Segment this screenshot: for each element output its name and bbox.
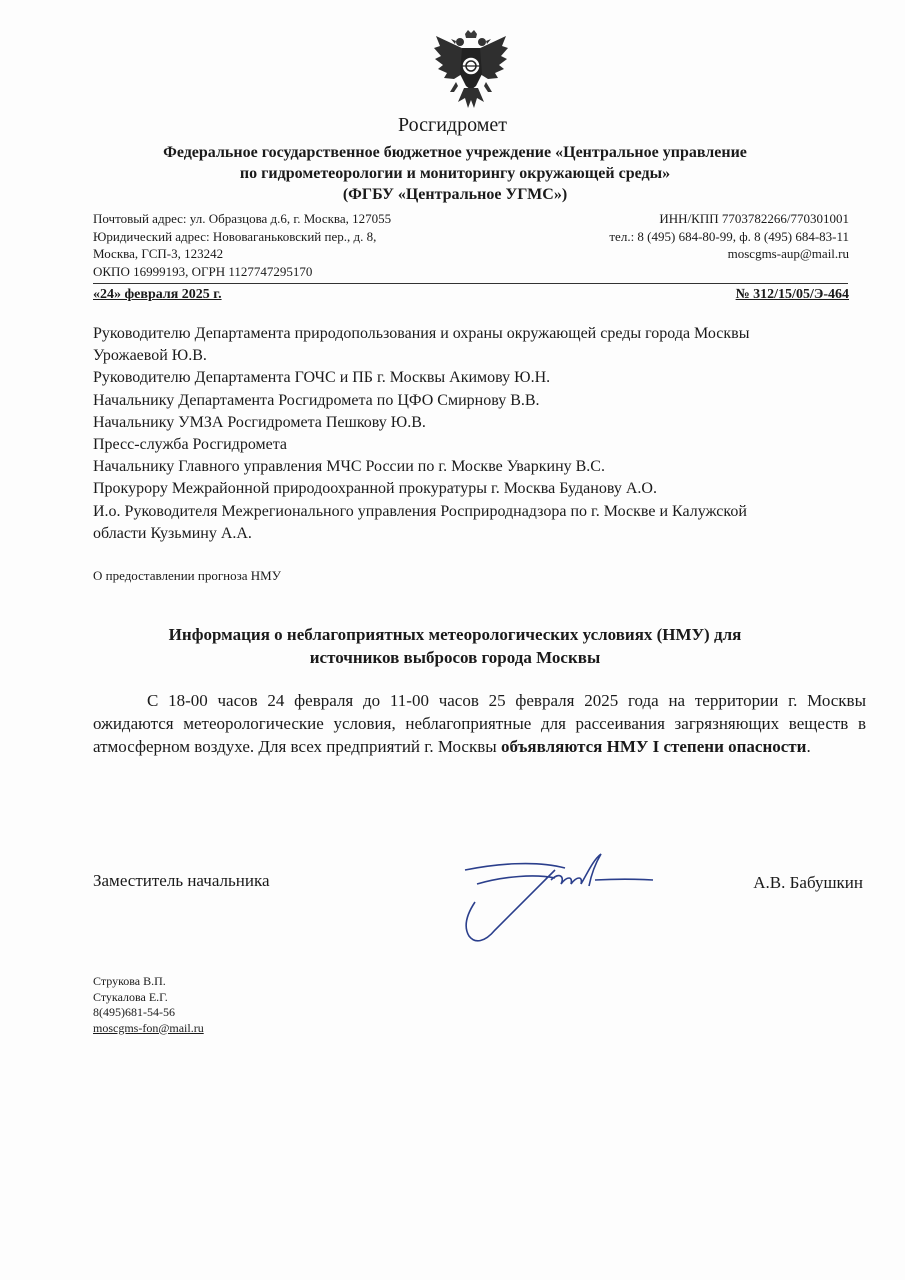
title-line-1: Информация о неблагоприятных метеорологических условиях (НМУ) для <box>168 625 742 644</box>
executors-block <box>93 974 204 1036</box>
recipient-line: Пресс-служба Росгидромета <box>93 436 288 454</box>
recipient-line: Урожаевой Ю.В. <box>93 347 207 365</box>
recipient-line: Начальнику Главного управления МЧС России по г. Москве Уваркину В.С. <box>93 458 605 476</box>
header-divider <box>93 283 848 284</box>
handwritten-signature <box>455 850 660 950</box>
executor-email[interactable]: moscgms-fon@mail.ru <box>93 1020 204 1035</box>
recipient-line: Руководителю Департамента ГОЧС и ПБ г. Москвы Акимову Ю.Н. <box>93 369 551 387</box>
inn-kpp: ИНН/КПП 7703782266/770301001 <box>659 211 849 226</box>
org-email: moscgms-aup@mail.ru <box>727 246 849 261</box>
legal-address-1: Юридический адрес: Нововаганьковский пер., д. 8, <box>93 228 377 244</box>
registry-codes: ОКПО 16999193, ОГРН 1127747295170 <box>93 263 313 279</box>
org-line-3: (ФГБУ «Центральное УГМС») <box>342 186 568 203</box>
agency-name: Росгидромет <box>398 114 507 136</box>
double-headed-eagle-icon <box>432 30 510 114</box>
legal-address-2: Москва, ГСП-3, 123242 <box>93 246 224 261</box>
body-emphasis: объявляются НМУ I степени опасности <box>500 737 807 756</box>
phone-fax: тел.: 8 (495) 684-80-99, ф. 8 (495) 684-83-11 <box>609 228 849 244</box>
executor-name: Струкова В.П. <box>93 974 166 988</box>
address-block <box>93 210 391 280</box>
body-end: . <box>806 737 811 756</box>
title-line-2: источников выбросов города Москвы <box>309 648 601 667</box>
recipient-line: Начальнику Департамента Росгидромета по ЦФО Смирнову В.В. <box>93 391 540 409</box>
recipient-line: области Кузьмину А.А. <box>93 524 252 542</box>
document-date: «24» февраля 2025 г. <box>93 287 222 302</box>
body-paragraph <box>93 689 866 758</box>
executor-name: Стукалова Е.Г. <box>93 989 168 1004</box>
document-number: № 312/15/05/Э-464 <box>735 287 849 302</box>
recipient-line: Прокурору Межрайонной природоохранной прокуратуры г. Москва Буданову А.О. <box>93 480 657 498</box>
postal-address: Почтовый адрес: ул. Образцова д.6, г. Москва, 127055 <box>93 211 392 226</box>
recipient-line: Руководителю Департамента природопользования и охраны окружающей среды города Москвы <box>93 325 750 342</box>
organization-title <box>60 142 850 205</box>
org-line-1: Федеральное государственное бюджетное учреждение «Центральное управление <box>163 144 747 161</box>
recipient-line: Начальнику УМЗА Росгидромета Пешкову Ю.В. <box>93 413 426 431</box>
executor-phone: 8(495)681-54-56 <box>93 1005 175 1019</box>
org-line-2: по гидрометеорологии и мониторингу окружающей среды» <box>239 165 671 182</box>
contact-block <box>609 210 849 263</box>
letter-subject: О предоставлении прогноза НМУ <box>93 568 281 583</box>
recipient-line: И.о. Руководителя Межрегионального управления Росприроднадзора по г. Москве и Калужской <box>93 502 747 520</box>
signatory-role: Заместитель начальника <box>93 871 270 890</box>
document-title <box>60 623 850 669</box>
signatory-name: А.В. Бабушкин <box>753 873 863 892</box>
recipients-list <box>93 323 853 545</box>
body-text: С 18-00 часов 24 февраля до 11-00 часов 25 февраля 2025 года на территории г. Москвы ожидаются метеорологические условия, неблагоприятные для рассеивания загрязняющих веществ в атмосферном воздухе. Для всех предприятий г. Москвы <box>93 691 866 756</box>
